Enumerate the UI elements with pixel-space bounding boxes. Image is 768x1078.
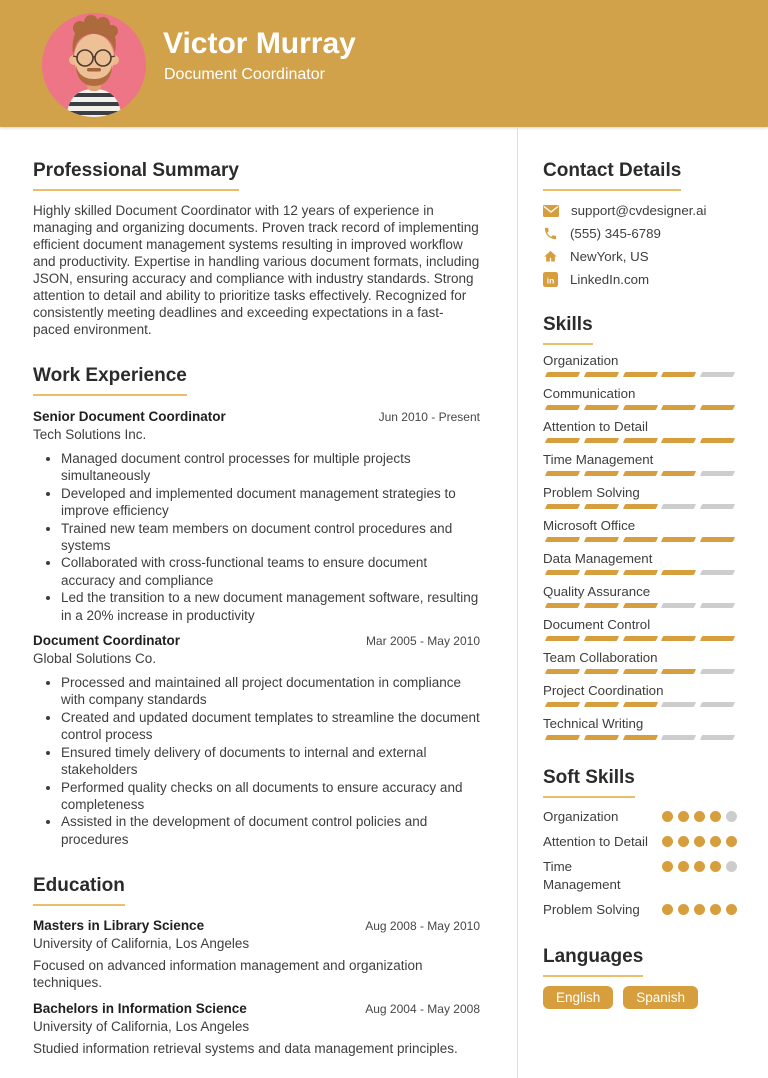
- education-description: Studied information retrieval systems and data management principles.: [33, 1041, 458, 1057]
- main-column: [33, 127, 480, 1057]
- linkedin-icon: [543, 272, 558, 287]
- skill-item: [543, 683, 737, 707]
- skill-label: Communication: [543, 386, 636, 401]
- job-bullet-list: [33, 450, 480, 624]
- level-segment-filled: [661, 570, 696, 575]
- skills-heading-text: Skills: [543, 314, 593, 345]
- skill-level-bar: [543, 372, 737, 377]
- level-dot-filled: [710, 836, 721, 847]
- language-pill: Spanish: [623, 986, 698, 1009]
- level-dot-filled: [678, 904, 689, 915]
- level-segment-empty: [700, 702, 735, 707]
- level-segment-filled: [661, 438, 696, 443]
- bullet-item: • Trained new team members on document control procedures and systems: [61, 520, 480, 555]
- job-entry: [33, 633, 480, 848]
- contact-row-email: [543, 203, 737, 218]
- level-segment-filled: [622, 603, 657, 608]
- education-header-row: [33, 1001, 480, 1016]
- skill-level-bar: [543, 504, 737, 509]
- job-title: Document Coordinator: [33, 633, 180, 649]
- svg-text:in: in: [546, 275, 555, 286]
- level-segment-filled: [661, 405, 696, 410]
- level-dot-filled: [710, 861, 721, 872]
- bullet-item: • Managed document control processes for multiple projects simultaneously: [61, 450, 480, 485]
- level-segment-filled: [584, 537, 619, 542]
- summary-heading-text: Professional Summary: [33, 160, 239, 191]
- profile-photo-illustration: [42, 13, 146, 117]
- level-segment-empty: [700, 669, 735, 674]
- soft-skill-label: Attention to Detail: [543, 834, 648, 849]
- bullet-item: • Developed and implemented document management strategies to improve efficiency: [61, 485, 480, 520]
- job-list: [33, 409, 480, 848]
- sidebar-column: [543, 127, 737, 1009]
- level-segment-empty: [700, 603, 735, 608]
- home-icon: [543, 249, 558, 264]
- level-segment-filled: [622, 471, 657, 476]
- level-segment-filled: [545, 570, 580, 575]
- section-languages: [543, 946, 737, 1009]
- soft-skill-label: Time Management: [543, 859, 621, 892]
- level-dot-filled: [726, 904, 737, 915]
- skill-level-bar: [543, 702, 737, 707]
- soft-skill-level-dots: [662, 901, 737, 915]
- job-header-row: [33, 633, 480, 648]
- level-segment-filled: [545, 471, 580, 476]
- level-segment-filled: [661, 372, 696, 377]
- soft-skill-level-dots: [662, 858, 737, 872]
- section-contact-details: [543, 160, 737, 287]
- level-segment-empty: [700, 570, 735, 575]
- job-company: Global Solutions Co.: [33, 651, 157, 667]
- level-segment-filled: [622, 504, 657, 509]
- job-dates: Mar 2005 - May 2010: [365, 634, 480, 649]
- languages-heading: [543, 946, 737, 977]
- level-segment-filled: [622, 438, 657, 443]
- level-dot-filled: [678, 861, 689, 872]
- level-segment-filled: [584, 405, 619, 410]
- skill-item: [543, 518, 737, 542]
- level-dot-filled: [694, 811, 705, 822]
- skill-item: [543, 419, 737, 443]
- contact-list: [543, 203, 737, 287]
- level-segment-filled: [584, 504, 619, 509]
- skill-label: Organization: [543, 353, 619, 368]
- header-banner: [0, 0, 768, 127]
- level-segment-filled: [700, 537, 735, 542]
- level-segment-filled: [622, 702, 657, 707]
- skill-level-bar: [543, 669, 737, 674]
- level-dot-filled: [710, 811, 721, 822]
- level-segment-filled: [545, 702, 580, 707]
- level-segment-filled: [545, 438, 580, 443]
- education-entry: [33, 918, 480, 991]
- contact-row-linkedin: [543, 272, 737, 287]
- level-segment-empty: [661, 702, 696, 707]
- skill-level-bar: [543, 471, 737, 476]
- bullet-item: • Ensured timely delivery of documents to internal and external stakeholders: [61, 744, 480, 779]
- email-icon: [543, 205, 559, 217]
- contact-linkedin[interactable]: LinkedIn.com: [570, 272, 650, 287]
- level-segment-empty: [700, 471, 735, 476]
- level-segment-empty: [661, 735, 696, 740]
- level-segment-filled: [700, 636, 735, 641]
- level-segment-filled: [622, 735, 657, 740]
- soft-skill-item: [543, 858, 737, 894]
- level-dot-filled: [678, 836, 689, 847]
- education-degree: Bachelors in Information Science: [33, 1001, 247, 1017]
- section-work-experience: [33, 365, 480, 848]
- level-segment-filled: [545, 537, 580, 542]
- soft-skills-list: [543, 808, 737, 919]
- section-professional-summary: [33, 160, 480, 338]
- job-dates: Jun 2010 - Present: [378, 410, 480, 424]
- bullet-item: • Performed quality checks on all documents to ensure accuracy and completeness: [61, 779, 480, 814]
- level-segment-filled: [584, 438, 619, 443]
- section-soft-skills: [543, 767, 737, 919]
- level-segment-filled: [545, 504, 580, 509]
- skill-item: [543, 485, 737, 509]
- section-education: [33, 875, 480, 1057]
- education-dates: Aug 2004 - May 2008: [365, 1002, 480, 1017]
- level-segment-filled: [584, 735, 619, 740]
- contact-email[interactable]: support@cvdesigner.ai: [571, 203, 707, 218]
- bullet-item: • Led the transition to a new document management software, resulting in a 20% increase in productivity: [61, 589, 480, 624]
- skill-label: Document Control: [543, 617, 651, 632]
- language-pill-list: [543, 986, 737, 1009]
- soft-skill-level-dots: [662, 833, 737, 847]
- level-segment-empty: [700, 735, 735, 740]
- level-dot-filled: [662, 836, 673, 847]
- soft-skills-heading-text: Soft Skills: [543, 767, 635, 798]
- skill-level-bar: [543, 636, 737, 641]
- level-segment-filled: [622, 372, 657, 377]
- bullet-item: • Created and updated document templates to streamline the document control process: [61, 709, 480, 744]
- language-pill: English: [543, 986, 613, 1009]
- level-segment-filled: [545, 735, 580, 740]
- phone-icon: [543, 226, 558, 241]
- level-segment-filled: [545, 669, 580, 674]
- level-dot-filled: [662, 904, 673, 915]
- level-dot-filled: [710, 904, 721, 915]
- skill-label: Data Management: [543, 551, 653, 566]
- languages-heading-text: Languages: [543, 946, 643, 977]
- job-entry: [33, 409, 480, 624]
- contact-location: NewYork, US: [570, 249, 649, 264]
- skill-level-bar: [543, 438, 737, 443]
- skill-label: Project Coordination: [543, 683, 664, 698]
- skill-label: Technical Writing: [543, 716, 644, 731]
- skills-heading: [543, 314, 737, 345]
- education-list: [33, 918, 480, 1057]
- level-segment-filled: [584, 669, 619, 674]
- soft-skill-label: Problem Solving: [543, 902, 640, 917]
- skill-item: [543, 617, 737, 641]
- experience-heading: [33, 365, 480, 396]
- soft-skill-item: [543, 808, 737, 826]
- skill-level-bar: [543, 537, 737, 542]
- soft-skills-heading: [543, 767, 737, 798]
- level-segment-filled: [622, 405, 657, 410]
- job-company: Tech Solutions Inc.: [33, 427, 147, 442]
- summary-heading: [33, 160, 480, 191]
- job-header-row: [33, 409, 480, 424]
- avatar: [42, 13, 146, 117]
- education-heading: [33, 875, 480, 906]
- skill-item: [543, 650, 737, 674]
- level-segment-filled: [545, 372, 580, 377]
- level-segment-filled: [545, 636, 580, 641]
- level-dot-filled: [662, 861, 673, 872]
- level-segment-filled: [661, 669, 696, 674]
- level-dot-filled: [694, 904, 705, 915]
- soft-skill-level-dots: [662, 808, 737, 822]
- skill-item: [543, 584, 737, 608]
- education-school: University of California, Los Angeles: [33, 1019, 250, 1035]
- level-segment-filled: [700, 438, 735, 443]
- contact-phone[interactable]: (555) 345-6789: [570, 226, 661, 241]
- level-segment-filled: [545, 405, 580, 410]
- summary-paragraph: Highly skilled Document Coordinator with 12 years of experience in managing and organizing documents. Proven track record of implementing efficient document management systems resulting in improved workflow and productivity. Expertise in handling various document formats, including JSON, ensuring accuracy and compliance with industry standards. Strong attention to detail and ability to prioritize tasks effectively. Recognized for consistently meeting deadlines and exceeding expectations in a fast-paced environment.: [33, 203, 480, 337]
- level-segment-filled: [661, 537, 696, 542]
- level-segment-filled: [545, 603, 580, 608]
- skill-level-bar: [543, 570, 737, 575]
- job-bullet-list: [33, 674, 480, 848]
- education-heading-text: Education: [33, 875, 125, 906]
- level-segment-filled: [622, 669, 657, 674]
- level-segment-empty: [661, 603, 696, 608]
- contact-heading: [543, 160, 737, 191]
- skill-level-bar: [543, 405, 737, 410]
- skills-list: [543, 353, 737, 740]
- level-segment-empty: [700, 504, 735, 509]
- column-divider: [517, 127, 518, 1078]
- skill-label: Time Management: [543, 452, 654, 467]
- level-segment-filled: [584, 636, 619, 641]
- skill-label: Attention to Detail: [543, 419, 648, 434]
- education-description: Focused on advanced information management and organization techniques.: [33, 958, 423, 991]
- education-header-row: [33, 918, 480, 933]
- soft-skill-item: [543, 833, 737, 851]
- level-segment-filled: [622, 636, 657, 641]
- skill-label: Microsoft Office: [543, 518, 636, 533]
- soft-skill-label: Organization: [543, 809, 619, 824]
- skill-label: Team Collaboration: [543, 650, 658, 665]
- skill-label: Quality Assurance: [543, 584, 651, 599]
- contact-heading-text: Contact Details: [543, 160, 681, 191]
- person-name: Victor Murray: [163, 27, 356, 60]
- skill-item: [543, 452, 737, 476]
- bullet-item: • Collaborated with cross-functional teams to ensure document accuracy and compliance: [61, 554, 480, 589]
- level-segment-filled: [700, 405, 735, 410]
- education-dates: Aug 2008 - May 2010: [365, 919, 480, 934]
- person-job-title: Document Coordinator: [164, 66, 325, 83]
- level-dot-filled: [662, 811, 673, 822]
- level-dot-filled: [726, 836, 737, 847]
- level-dot-empty: [726, 861, 737, 872]
- level-segment-filled: [584, 471, 619, 476]
- education-school: University of California, Los Angeles: [33, 936, 250, 952]
- skill-item: [543, 716, 737, 740]
- level-segment-empty: [700, 372, 735, 377]
- level-segment-filled: [584, 603, 619, 608]
- skill-level-bar: [543, 735, 737, 740]
- level-dot-filled: [678, 811, 689, 822]
- level-segment-filled: [661, 636, 696, 641]
- level-segment-filled: [622, 570, 657, 575]
- skill-level-bar: [543, 603, 737, 608]
- education-entry: [33, 1001, 480, 1057]
- education-degree: Masters in Library Science: [33, 918, 205, 934]
- skill-item: [543, 386, 737, 410]
- level-dot-empty: [726, 811, 737, 822]
- skill-item: [543, 353, 737, 377]
- level-segment-filled: [661, 471, 696, 476]
- level-segment-filled: [584, 702, 619, 707]
- section-skills: [543, 314, 737, 740]
- bullet-item: • Processed and maintained all project documentation in compliance with company standards: [61, 674, 480, 709]
- soft-skill-item: [543, 901, 737, 919]
- contact-row-location: [543, 249, 737, 264]
- level-dot-filled: [694, 861, 705, 872]
- level-dot-filled: [694, 836, 705, 847]
- level-segment-empty: [661, 504, 696, 509]
- skill-label: Problem Solving: [543, 485, 640, 500]
- level-segment-filled: [622, 537, 657, 542]
- experience-heading-text: Work Experience: [33, 365, 187, 396]
- level-segment-filled: [584, 372, 619, 377]
- skill-item: [543, 551, 737, 575]
- level-segment-filled: [584, 570, 619, 575]
- bullet-item: • Assisted in the development of document control policies and procedures: [61, 813, 480, 848]
- job-title: Senior Document Coordinator: [33, 409, 226, 424]
- contact-row-phone: [543, 226, 737, 241]
